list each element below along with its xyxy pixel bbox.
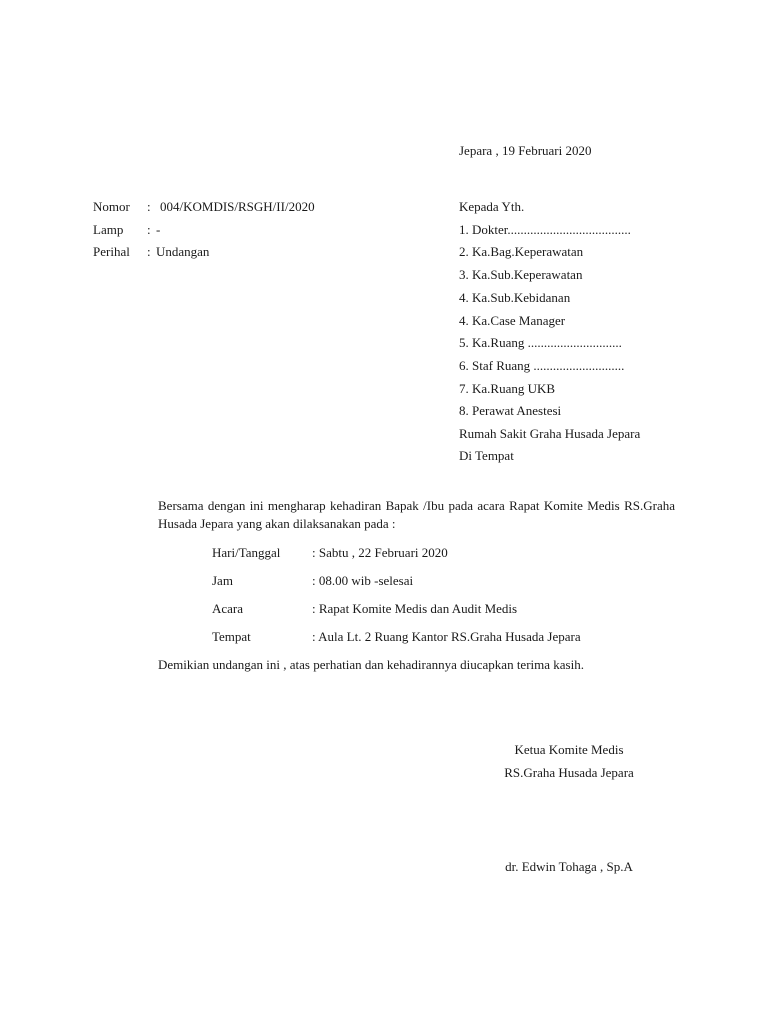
- intro-paragraph: Bersama dengan ini mengharap kehadiran Bapak /Ibu pada acara Rapat Komite Medis RS.Graha Husada Jepara yang akan dilaksanakan pada :: [158, 498, 675, 531]
- recipients-heading: Kepada Yth.: [459, 199, 525, 214]
- nomor-sep: :: [147, 199, 151, 214]
- signature-title: Ketua Komite Medis: [514, 742, 624, 757]
- nomor-row: [93, 199, 315, 215]
- perihal-sep: :: [147, 244, 151, 259]
- recipient-item: 7. Ka.Ruang UKB: [459, 381, 556, 396]
- lamp-value: -: [156, 222, 161, 237]
- nomor-value: 004/KOMDIS/RSGH/II/2020: [160, 199, 315, 214]
- schedule-label: Jam: [212, 573, 233, 588]
- recipient-item: 6. Staf Ruang ............................: [459, 358, 625, 373]
- schedule-label: Hari/Tanggal: [212, 545, 281, 560]
- lamp-row: [93, 222, 160, 238]
- recipient-item: 1. Dokter......................................: [459, 222, 631, 237]
- recipient-item: 2. Ka.Bag.Keperawatan: [459, 244, 584, 259]
- schedule-value: : Rapat Komite Medis dan Audit Medis: [312, 601, 518, 616]
- recipient-place: Di Tempat: [459, 448, 514, 463]
- schedule-label: Acara: [212, 601, 244, 616]
- schedule-row: [212, 545, 448, 561]
- signature-name: dr. Edwin Tohaga , Sp.A: [505, 859, 633, 874]
- schedule-label: Tempat: [212, 629, 251, 644]
- letter-date: Jepara , 19 Februari 2020: [459, 143, 592, 158]
- schedule-value: : 08.00 wib -selesai: [312, 573, 414, 588]
- recipient-item: 4. Ka.Sub.Kebidanan: [459, 290, 571, 305]
- closing-paragraph: Demikian undangan ini , atas perhatian dan kehadirannya diucapkan terima kasih.: [158, 657, 584, 672]
- perihal-label: Perihal: [93, 244, 130, 259]
- schedule-row: [212, 601, 517, 617]
- perihal-value: Undangan: [156, 244, 210, 259]
- recipient-institution: Rumah Sakit Graha Husada Jepara: [459, 426, 641, 441]
- recipient-item: 3. Ka.Sub.Keperawatan: [459, 267, 583, 282]
- recipient-item: 8. Perawat Anestesi: [459, 403, 562, 418]
- nomor-label: Nomor: [93, 199, 130, 214]
- recipient-item: 5. Ka.Ruang .............................: [459, 335, 622, 350]
- recipient-item: 4. Ka.Case Manager: [459, 313, 566, 328]
- schedule-row: [212, 629, 581, 645]
- signature-org: RS.Graha Husada Jepara: [504, 765, 634, 780]
- lamp-sep: :: [147, 222, 151, 237]
- schedule-row: [212, 573, 413, 589]
- schedule-value: : Sabtu , 22 Februari 2020: [312, 545, 448, 560]
- lamp-label: Lamp: [93, 222, 124, 237]
- perihal-row: [93, 244, 209, 260]
- schedule-value: : Aula Lt. 2 Ruang Kantor RS.Graha Husada Jepara: [312, 629, 581, 644]
